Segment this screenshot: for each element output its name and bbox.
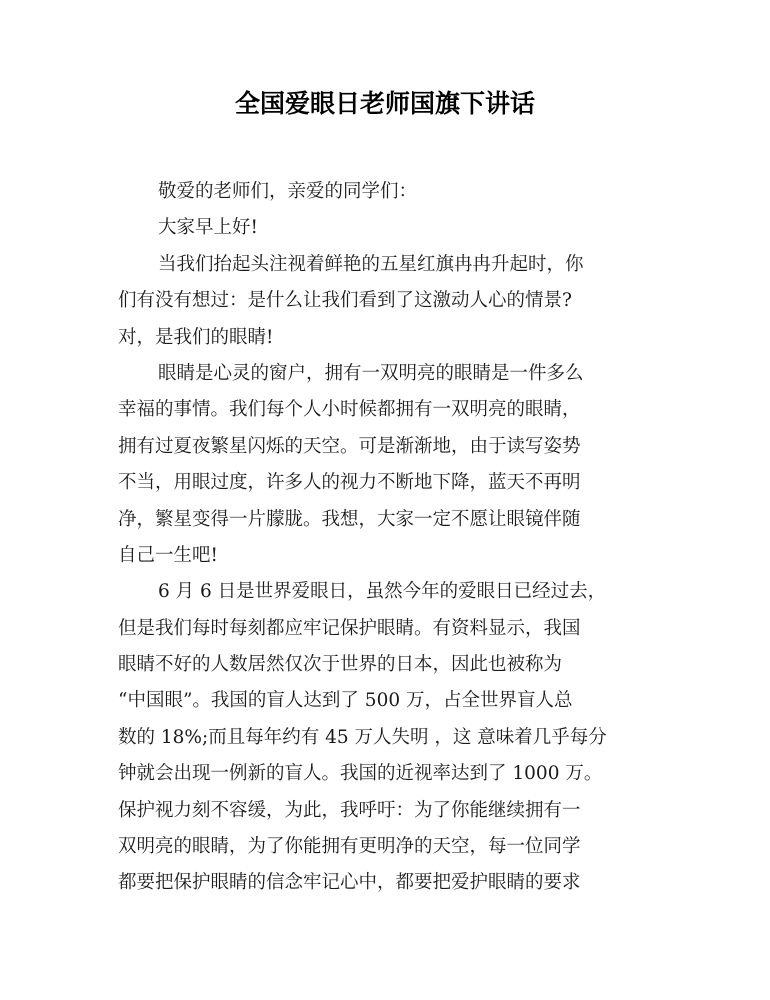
text-line: 但是我们每时每刻都应牢记保护眼睛。有资料显示，我国	[118, 617, 581, 639]
text-line: 钟就会出现一例新的盲人。我国的近视率达到了 1000 万。	[118, 763, 603, 785]
text-line: 幸福的事情。我们每个人小时候都拥有一双明亮的眼睛，	[118, 399, 581, 421]
text-line: 双明亮的眼睛，为了你能拥有更明净的天空，每一位同学	[118, 836, 581, 858]
text-line: 大家早上好!	[158, 217, 258, 239]
text-line: “中国眼”。我国的盲人达到了 500 万，占全世界盲人总	[118, 690, 573, 712]
text-line: 对，是我们的眼睛!	[118, 326, 274, 348]
text-line: 们有没有想过：是什么让我们看到了这激动人心的情景?	[118, 290, 572, 312]
text-line: 眼睛不好的人数居然仅次于世界的日本，因此也被称为	[118, 654, 563, 676]
text-line: 不当，用眼过度，许多人的视力不断地下降，蓝天不再明	[118, 472, 581, 494]
text-line: 6 月 6 日是世界爱眼日，虽然今年的爱眼日已经过去，	[158, 581, 607, 603]
text-line: 都要把保护眼睛的信念牢记心中，都要把爱护眼睛的要求	[118, 872, 581, 894]
text-line: 数的 18%;而且每年约有 45 万人失明 ，这 意味着几乎每分	[118, 726, 607, 748]
text-line: 眼睛是心灵的窗户，拥有一双明亮的眼睛是一件多么	[158, 362, 584, 384]
text-line: 保护视力刻不容缓，为此，我呼吁：为了你能继续拥有一	[118, 799, 581, 821]
text-line: 敬爱的老师们，亲爱的同学们：	[158, 181, 418, 202]
text-line: 净，繁星变得一片朦胧。我想，大家一定不愿让眼镜伴随	[118, 508, 581, 530]
text-line: 当我们抬起头注视着鲜艳的五星红旗冉冉升起时，你	[158, 253, 584, 275]
speech-body	[118, 174, 658, 902]
page-title: 全国爱眼日老师国旗下讲话	[234, 89, 535, 118]
text-line: 自己一生吧!	[118, 544, 218, 566]
text-line: 拥有过夏夜繁星闪烁的天空。可是渐渐地，由于读写姿势	[118, 435, 581, 457]
